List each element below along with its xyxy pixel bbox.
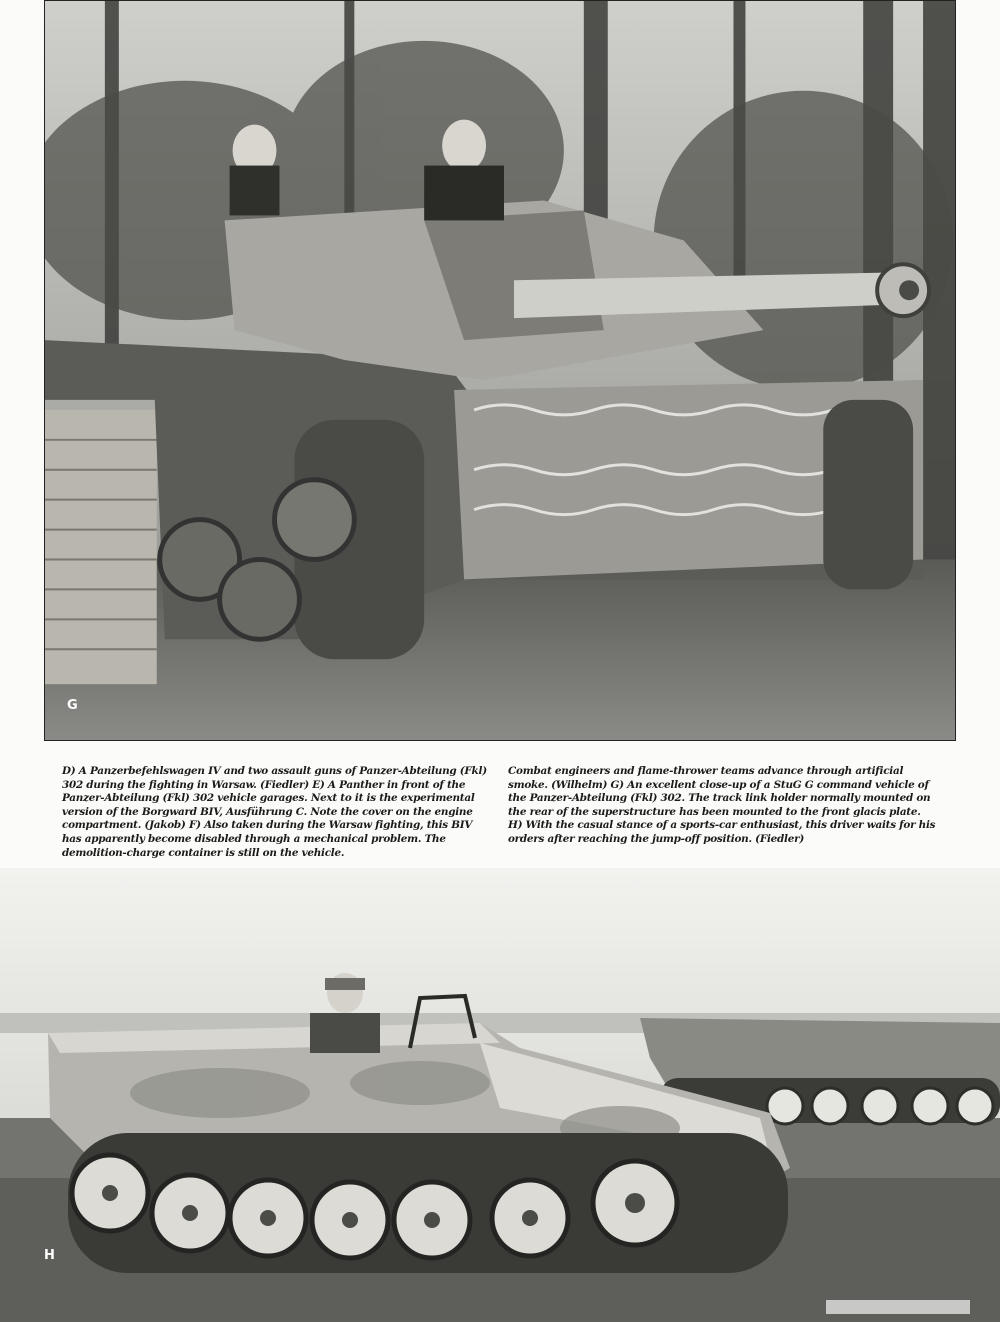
photo-h-letter: H xyxy=(44,1248,55,1263)
photo-h-image xyxy=(0,868,1000,1322)
footer-watermark-bar xyxy=(826,1300,970,1314)
photo-g-letter: G xyxy=(67,698,78,713)
caption-left-column: D) A Panzerbefehlswagen IV and two assault guns of Panzer-Abteilung (Fkl) 302 during the fighting in Warsaw. (Fiedler) E) A Panther in front of the Panzer-Abteilung (Fkl) 302 vehicle garages. Next to it is the experimental version of the Borgward BIV, Ausführung C. Note the cover on the engine compartment. (Jakob) F) Also taken during the Warsaw fighting, this BIV has apparently become disabled through a mechanical problem. The demolition-charge container is still on the vehicle. xyxy=(62,765,487,859)
photo-g-stug-command-vehicle xyxy=(44,0,956,741)
photo-h-borgward-biv xyxy=(0,868,1000,1322)
caption-right-column: Combat engineers and flame-thrower teams advance through artificial smoke. (Wilhelm) G) An excellent close-up of a StuG G command vehicle of the Panzer-Abteilung (Fkl) 302. The track link holder normally mounted on the rear of the superstructure has been mounted to the front glacis plate. H) With the casual stance of a sports-car enthusiast, this driver waits for his orders after reaching the jump-off position. (Fiedler) xyxy=(508,765,936,845)
caption-block xyxy=(62,765,936,865)
photo-g-image xyxy=(45,1,955,740)
